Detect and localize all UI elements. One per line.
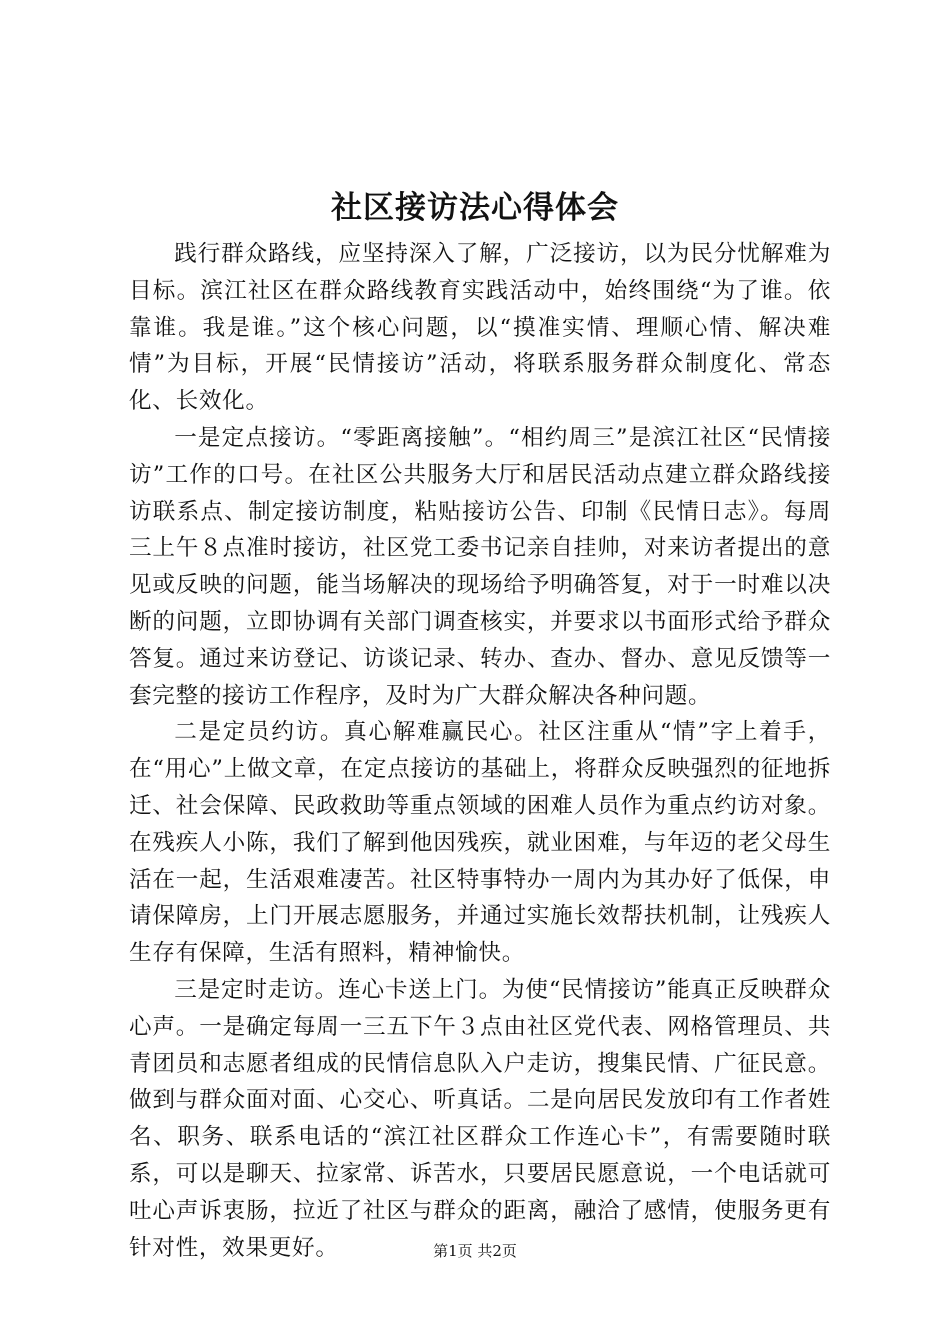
document-body [129, 236, 831, 1266]
paragraph-scheduled-visits: 三是定时走访。连心卡送上门。为使“民情接访”能真正反映群众心声。一是确定每周一三五下午３点由社区党代表、网格管理员、共青团员和志愿者组成的民情信息队入户走访，搜集民情、广征民意。做到与群众面对面、心交心、听真话。二是向居民发放印有工作者姓名、职务、联系电话的“滨江社区群众工作连心卡”，有需要随时联系，可以是聊天、拉家常、诉苦水，只要居民愿意说，一个电话就可吐心声诉衷肠，拉近了社区与群众的距离，融洽了感情，使服务更有针对性，效果更好。 [129, 976, 831, 1261]
page-number-footer: 第1页 共2页 [433, 1242, 517, 1260]
paragraph-intro: 践行群众路线，应坚持深入了解，广泛接访，以为民分忧解难为目标。滨江社区在群众路线教育实践活动中，始终围绕“为了谁。依靠谁。我是谁。”这个核心问题，以“摸准实情、理顺心情、解决难情”为目标，开展“民情接访”活动，将联系服务群众制度化、常态化、长效化。 [129, 241, 831, 415]
paragraph-appointment-visits: 二是定员约访。真心解难赢民心。社区注重从“情”字上着手，在“用心”上做文章，在定点接访的基础上，将群众反映强烈的征地拆迁、社会保障、民政救助等重点领域的困难人员作为重点约访对象。在残疾人小陈，我们了解到他因残疾，就业困难，与年迈的老父母生活在一起，生活艰难凄苦。社区特事特办一周内为其办好了低保，申请保障房，上门开展志愿服务，并通过实施长效帮扶机制，让残疾人生存有保障，生活有照料，精神愉快。 [129, 719, 831, 967]
document-title: 社区接访法心得体会 [331, 190, 619, 226]
paragraph-fixed-point-visits: 一是定点接访。“零距离接触”。“相约周三”是滨江社区“民情接访”工作的口号。在社区公共服务大厅和居民活动点建立群众路线接访联系点、制定接访制度，粘贴接访公告、印制《民情日志》。每周三上午８点准时接访，社区党工委书记亲自挂帅，对来访者提出的意见或反映的问题，能当场解决的现场给予明确答复，对于一时难以决断的问题，立即协调有关部门调查核实，并要求以书面形式给予群众答复。通过来访登记、访谈记录、转办、查办、督办、意见反馈等一套完整的接访工作程序，及时为广大群众解决各种问题。 [129, 424, 831, 709]
